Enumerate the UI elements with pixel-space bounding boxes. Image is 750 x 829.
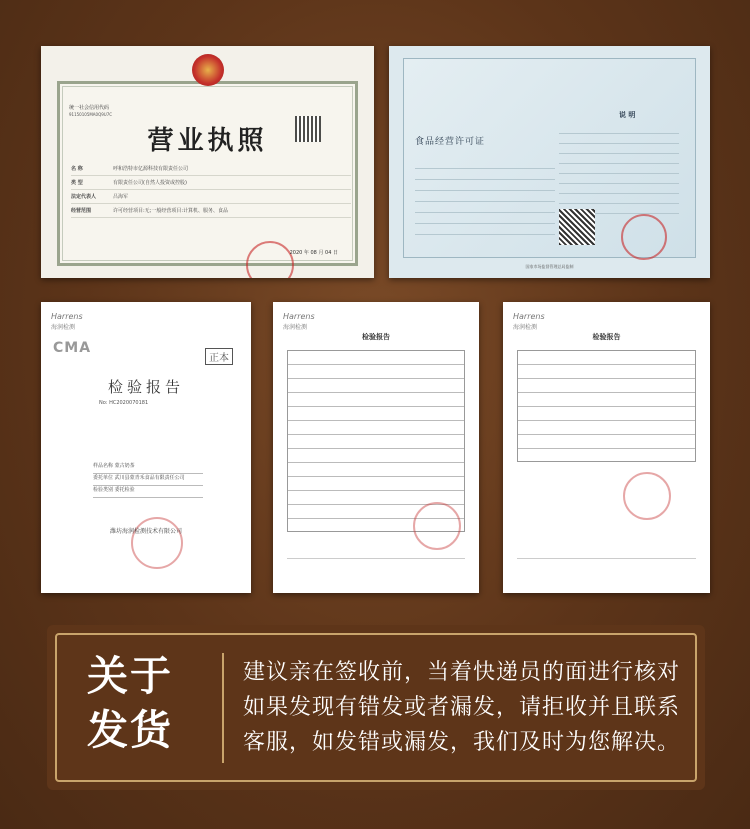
license-row: 经营范围 许可经营项目:无;一般经营项目:计算机、服务、食品 — [71, 204, 351, 218]
notice-divider — [222, 653, 224, 763]
report-title: 检验报告 — [362, 333, 390, 341]
report-organization: 潍坊海润检测技术有限公司 — [109, 528, 182, 535]
brand-logo: Harrens — [283, 312, 315, 321]
qr-code-icon — [559, 209, 595, 245]
business-license-image — [41, 46, 374, 278]
red-seal-icon — [623, 472, 671, 520]
report-title: 检验报告 — [592, 333, 621, 341]
red-seal-icon — [131, 517, 183, 569]
license-fields — [71, 162, 351, 218]
report-title: 检验报告 — [107, 378, 184, 396]
permit-title: 食品经营许可证 — [415, 137, 486, 147]
inspection-report-page-2 — [273, 302, 479, 593]
license-row: 名 称 呼和浩特市亿源科技有限责任公司 — [71, 162, 351, 176]
brand-name: 海润检测 — [283, 324, 308, 331]
notice-message: 建议亲在签收前，当着快递员的面进行核对如果发现有错发或者漏发，请拒收并且联系客服，如发错或漏发，我们及时为您解决。 — [243, 660, 681, 755]
license-date: 2020 年 08 月 04 日 — [289, 250, 338, 256]
inspection-report-cover — [41, 302, 251, 593]
qr-code-icon — [295, 116, 321, 142]
red-seal-icon — [621, 214, 667, 260]
report-table — [517, 350, 696, 462]
brand-logo: Harrens — [513, 312, 545, 321]
cma-mark-icon: CMA — [53, 340, 92, 356]
original-stamp: 正本 — [205, 348, 233, 365]
brand-name: 海润检测 — [51, 324, 76, 331]
brand-name: 海润检测 — [513, 324, 538, 331]
report-number: No: HC2020070181 — [99, 400, 149, 406]
license-row: 类 型 有限责任公司(自然人投资或控股) — [71, 176, 351, 190]
signature-row — [287, 558, 465, 573]
permit-footer: 国家市场监督管理总局监制 — [525, 264, 574, 269]
permit-note-title: 说 明 — [619, 111, 636, 119]
national-emblem-icon — [192, 54, 224, 86]
license-title: 营业执照 — [147, 126, 268, 156]
red-seal-icon — [413, 502, 461, 550]
permit-fields — [415, 158, 555, 235]
report-info: 样品名称 蒙古奶茶 委托单位 武川县蒙青禾食品有限责任公司 检验类别 委托检验 — [93, 462, 203, 498]
credit-code-value: 91150105MA0Q9U7C — [69, 112, 113, 117]
inspection-report-page-3 — [503, 302, 710, 593]
license-row: 法定代表人 吕海军 — [71, 190, 351, 204]
brand-logo: Harrens — [51, 312, 83, 321]
permit-notes — [559, 124, 679, 214]
shipping-notice-banner — [47, 625, 705, 790]
signature-row — [517, 558, 696, 573]
notice-heading: 关于发货 — [87, 652, 173, 754]
food-permit-image — [389, 46, 710, 278]
credit-code-label: 统一社会信用代码 — [69, 105, 110, 111]
